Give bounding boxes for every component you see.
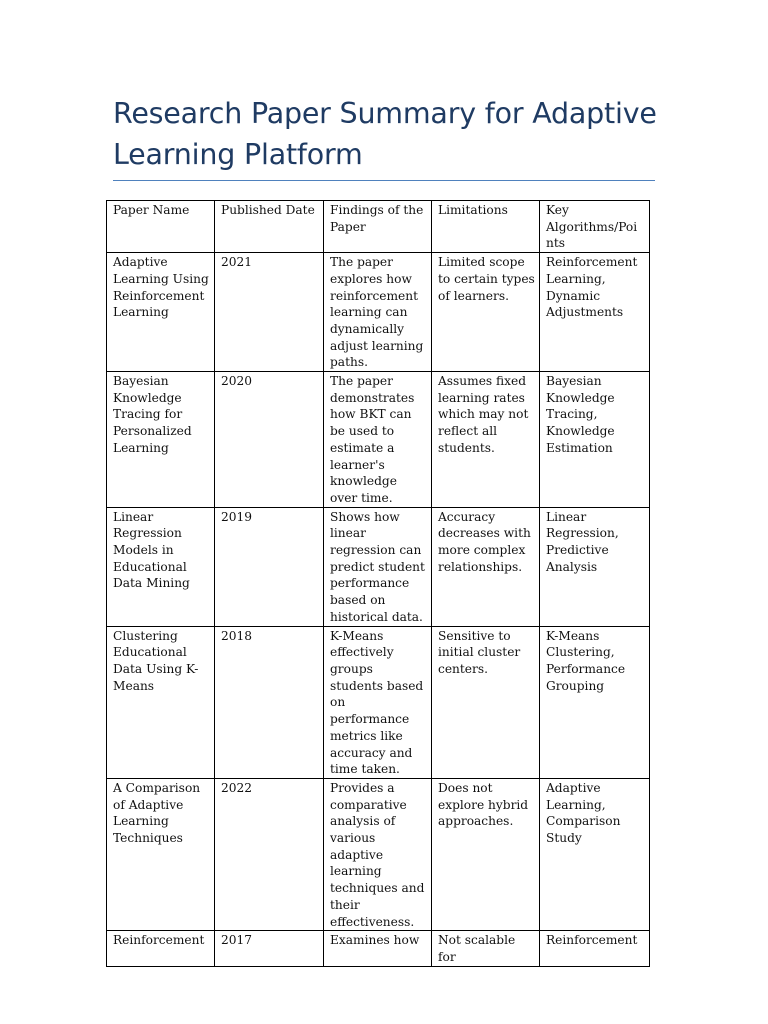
cell-findings: K-Means effectively groups students based on performance metrics like accuracy and time taken. — [324, 626, 432, 778]
table-header-row — [107, 201, 650, 253]
table-row — [107, 778, 650, 930]
header-paper-name: Paper Name — [107, 201, 215, 253]
cell-key-points: Adaptive Learning, Comparison Study — [540, 778, 650, 930]
cell-limitations: Not scalable for — [432, 931, 540, 966]
research-summary-table — [106, 200, 650, 967]
cell-limitations: Assumes fixed learning rates which may not reflect all students. — [432, 372, 540, 508]
cell-findings: Provides a comparative analysis of various adaptive learning techniques and their effectiveness. — [324, 778, 432, 930]
cell-paper-name: Adaptive Learning Using Reinforcement Learning — [107, 253, 215, 372]
cell-key-points: Reinforcement Learning, Dynamic Adjustments — [540, 253, 650, 372]
cell-paper-name: Reinforcement — [107, 931, 215, 966]
cell-paper-name: Linear Regression Models in Educational Data Mining — [107, 507, 215, 626]
cell-published-date: 2022 — [215, 778, 324, 930]
cell-findings: Examines how — [324, 931, 432, 966]
cell-key-points: Reinforcement — [540, 931, 650, 966]
cell-limitations: Does not explore hybrid approaches. — [432, 778, 540, 930]
document-title: Research Paper Summary for Adaptive Learning Platform — [113, 97, 657, 171]
cell-limitations: Limited scope to certain types of learners. — [432, 253, 540, 372]
header-key-points: Key Algorithms/Points — [540, 201, 650, 253]
cell-limitations: Sensitive to initial cluster centers. — [432, 626, 540, 778]
table-row — [107, 372, 650, 508]
cell-published-date: 2018 — [215, 626, 324, 778]
cell-key-points: Linear Regression, Predictive Analysis — [540, 507, 650, 626]
title-underline — [113, 180, 655, 181]
cell-published-date: 2021 — [215, 253, 324, 372]
cell-published-date: 2019 — [215, 507, 324, 626]
cell-findings: The paper explores how reinforcement learning can dynamically adjust learning paths. — [324, 253, 432, 372]
cell-findings: The paper demonstrates how BKT can be used to estimate a learner's knowledge over time. — [324, 372, 432, 508]
table-row — [107, 253, 650, 372]
header-limitations: Limitations — [432, 201, 540, 253]
header-findings: Findings of the Paper — [324, 201, 432, 253]
table-row — [107, 626, 650, 778]
table-row — [107, 507, 650, 626]
cell-limitations: Accuracy decreases with more complex relationships. — [432, 507, 540, 626]
cell-key-points: K-Means Clustering, Performance Grouping — [540, 626, 650, 778]
cell-published-date: 2017 — [215, 931, 324, 966]
cell-paper-name: Clustering Educational Data Using K-Means — [107, 626, 215, 778]
cell-paper-name: A Comparison of Adaptive Learning Techniques — [107, 778, 215, 930]
cell-key-points: Bayesian Knowledge Tracing, Knowledge Estimation — [540, 372, 650, 508]
header-published-date: Published Date — [215, 201, 324, 253]
table-row — [107, 931, 650, 966]
cell-paper-name: Bayesian Knowledge Tracing for Personalized Learning — [107, 372, 215, 508]
cell-findings: Shows how linear regression can predict student performance based on historical data. — [324, 507, 432, 626]
cell-published-date: 2020 — [215, 372, 324, 508]
